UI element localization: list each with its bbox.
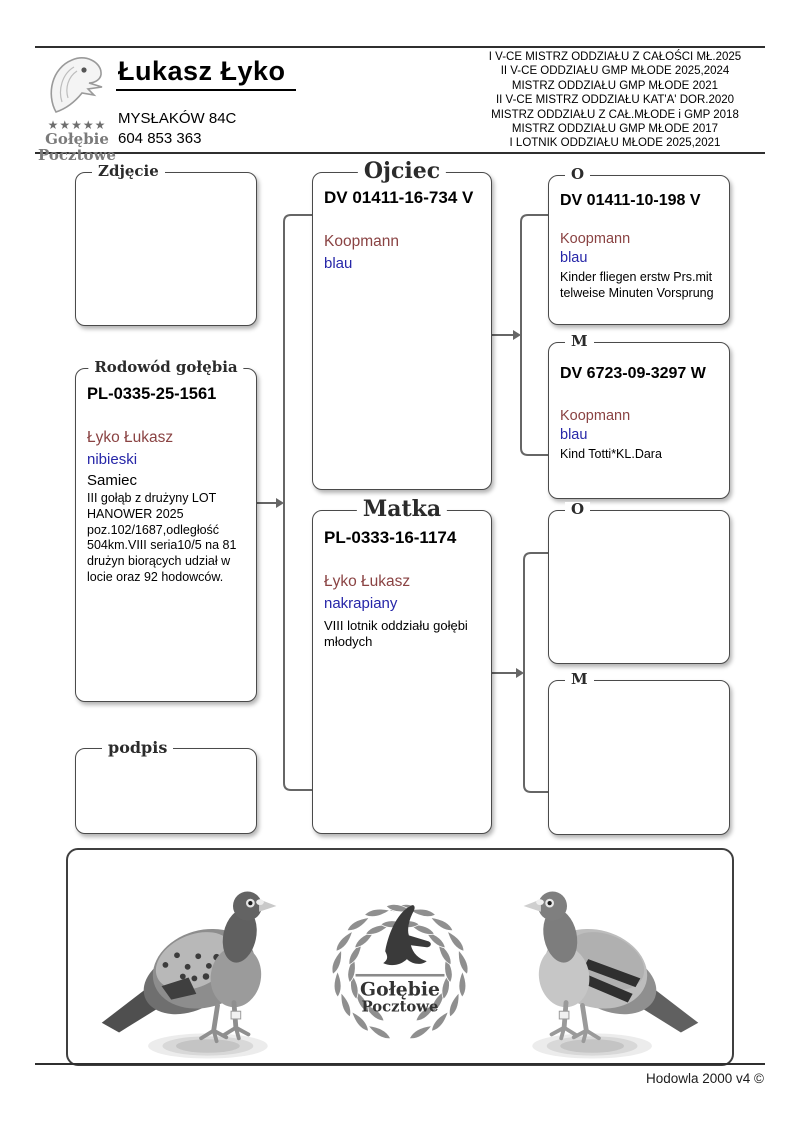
signature-box-label: podpis — [102, 740, 173, 756]
subject-sex: Samiec — [87, 472, 138, 489]
father-mother-ring-number: DV 6723-09-3297 W — [560, 365, 706, 382]
father-breeder: Koopmann — [324, 233, 399, 250]
mother-ring-number: PL-0333-16-1174 — [324, 528, 457, 547]
mother-father-box — [548, 500, 730, 664]
mother-box-label: Matka — [357, 498, 447, 520]
father-box — [312, 158, 492, 490]
achievement-line: II V-CE ODDZIAŁU GMP MŁODE 2025,2024 — [500, 65, 730, 78]
logo-stars: ★★★★★ — [47, 118, 107, 132]
father-father-box — [548, 165, 730, 325]
subject-description: III gołąb z drużyny LOT HANOWER 2025 poz.102/1687,odległość 504km.VIII seria10/5 na 81 drużyn biorących udział w locie oraz 92 hodowców. — [87, 491, 237, 584]
subject-ring-number: PL-0335-25-1561 — [87, 385, 217, 403]
wreath-text-line2: Pocztowe — [361, 998, 439, 1016]
mother-box — [312, 496, 492, 834]
father-father-feather-color: blau — [560, 250, 588, 266]
achievement-line: MISTRZ ODDZIAŁU GMP MŁODE 2017 — [511, 123, 719, 136]
father-box-label: Ojciec — [358, 160, 446, 182]
subject-feather-color: nibieski — [87, 451, 138, 468]
photo-box — [75, 162, 257, 326]
achievement-line: I V-CE MISTRZ ODDZIAŁU Z CAŁOŚCI MŁ.2025 — [488, 51, 742, 63]
mother-feather-color: nakrapiany — [324, 595, 398, 612]
mother-mother-box — [548, 670, 730, 835]
logo-word-1: Gołębie — [45, 130, 109, 148]
father-father-description: Kinder fliegen erstw Prs.mit telweise Minuten Vorsprung — [560, 270, 714, 300]
signature-box — [75, 738, 257, 834]
mother-owner: Łyko Łukasz — [324, 573, 411, 590]
father-mother-breeder: Koopmann — [560, 408, 631, 424]
mother-mother-box-label: M — [565, 672, 594, 687]
father-father-ring-number: DV 01411-10-198 V — [560, 192, 701, 209]
software-credit: Hodowla 2000 v4 © — [645, 1071, 764, 1086]
achievement-line: I LOTNIK ODDZIAŁU MŁODE 2025,2021 — [509, 137, 721, 150]
father-father-box-label: O — [565, 167, 590, 182]
mother-description: VIII lotnik oddziału gołębi młodych — [324, 618, 468, 650]
breeder-name: Łukasz Łyko — [116, 56, 296, 91]
subject-owner: Łyko Łukasz — [87, 429, 174, 446]
achievement-line: MISTRZ ODDZIAŁU GMP MŁODE 2021 — [511, 79, 719, 92]
father-father-breeder: Koopmann — [560, 231, 631, 247]
logo-word-2: Pocztowe — [38, 146, 116, 164]
photo-box-label: Zdjęcie — [92, 164, 165, 179]
mother-father-box-label: O — [565, 502, 590, 517]
father-mother-box — [548, 332, 730, 499]
breeder-phone: 604 853 363 — [118, 130, 202, 147]
father-ring-number: DV 01411-16-734 V — [324, 188, 474, 207]
father-mother-box-label: M — [565, 334, 594, 349]
achievement-line: II V-CE MISTRZ ODDZIAŁU KAT'A' DOR.2020 — [495, 94, 735, 107]
breeder-address: MYSŁAKÓW 84C — [118, 110, 237, 127]
father-feather-color: blau — [324, 255, 353, 272]
father-mother-description: Kind Totti*KL.Dara — [560, 447, 662, 461]
achievement-line: MISTRZ ODDZIAŁU Z CAŁ.MŁODE i GMP 2018 — [491, 108, 739, 121]
subject-box-label: Rodowód gołębia — [88, 360, 243, 375]
father-mother-feather-color: blau — [560, 427, 588, 443]
subject-box — [75, 358, 257, 702]
wreath-text-line1: Gołębie — [360, 978, 440, 1001]
